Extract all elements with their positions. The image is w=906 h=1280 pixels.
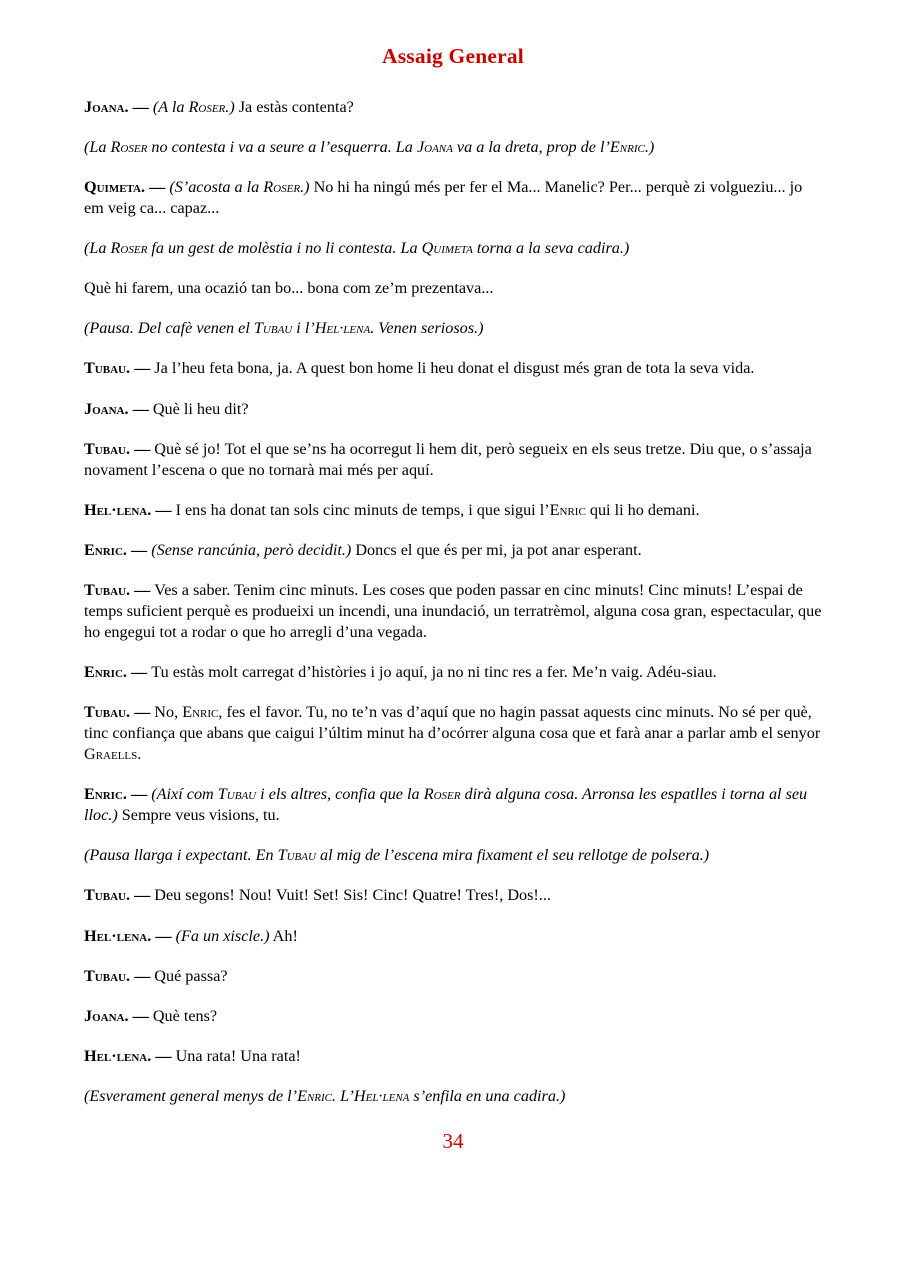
inline-stage-direction: (S’acosta a la Roser.)	[169, 178, 310, 197]
dialogue-line	[84, 580, 822, 643]
dialogue-line	[84, 1046, 822, 1067]
character-name: Enric	[84, 785, 123, 804]
speaker-name: Hel·lena.	[84, 500, 152, 519]
speaker-dash: —	[151, 926, 176, 945]
speaker-dash: —	[128, 98, 153, 116]
speaker-name: Tubau.	[84, 886, 131, 905]
dialogue-line	[84, 177, 822, 219]
stage-direction	[84, 1086, 822, 1107]
stage-direction-text: (Pausa. Del cafè venen el Tubau i l’Hel·lena. Venen seriosos.)	[84, 319, 484, 338]
dialogue-line	[84, 662, 822, 683]
dialogue-text: Doncs el que és per mi, ja pot anar esperant.	[351, 540, 642, 559]
speaker-dash: —	[126, 663, 152, 681]
speaker-name: Joana.	[84, 399, 129, 418]
inline-stage-direction: (A la Roser.)	[152, 98, 235, 116]
character-name: Tubau	[84, 886, 126, 905]
stage-direction	[84, 318, 822, 339]
character-name: Hel·lena	[314, 319, 371, 338]
character-name: Tubau	[84, 580, 126, 599]
dialogue-text: Tu estàs molt carregat d’històries i jo aquí, ja no ni tinc res a fer. Me’n vaig. Adéu-siau.	[151, 663, 717, 681]
dialogue-line	[84, 97, 822, 118]
stage-direction	[84, 137, 822, 158]
speaker-name: Tubau.	[84, 439, 131, 458]
character-name: Graells	[84, 745, 138, 764]
speaker-name: Hel·lena.	[84, 1046, 152, 1065]
character-name: Enric	[84, 540, 123, 559]
dialogue-text: Què hi farem, una ocazió tan bo... bona com ze’m prezentava...	[84, 279, 494, 298]
speaker-name: Joana.	[84, 98, 129, 116]
stage-direction-text: (Esverament general menys de l’Enric. L’Hel·lena s’enfila en una cadira.)	[84, 1086, 566, 1105]
dialogue-text: Què tens?	[152, 1006, 218, 1025]
speaker-dash: —	[130, 703, 155, 722]
dialogue-line	[84, 885, 822, 906]
speaker-dash: —	[126, 785, 152, 804]
stage-direction-text: (La Roser no contesta i va a seure a l’esquerra. La Joana va a la dreta, prop de l’Enric.)	[84, 138, 655, 157]
dialogue-text: Qué passa?	[154, 966, 228, 985]
character-name: Tubau	[253, 319, 293, 338]
character-name: Joana	[84, 399, 125, 418]
dialogue-line	[84, 1006, 822, 1027]
character-name: Joana	[84, 98, 125, 116]
character-name: Enric	[609, 138, 645, 157]
speaker-dash: —	[128, 1006, 153, 1025]
dialogue-line	[84, 702, 822, 765]
speaker-dash: —	[151, 500, 176, 519]
character-name: Roser	[263, 178, 301, 197]
character-name: Hel·lena	[84, 1046, 148, 1065]
stage-direction	[84, 845, 822, 866]
dialogue-text: No hi ha ningú més per fer el Ma... Manelic? Per... perquè zi volgueziu... jo em veig ca... capaz...	[84, 178, 803, 218]
character-name: Quimeta	[421, 239, 473, 258]
character-name: Tubau	[277, 846, 316, 865]
character-name: Hel·lena	[84, 500, 148, 519]
speaker-name: Quimeta.	[84, 178, 146, 197]
dialogue-text: Sempre veus visions, tu.	[117, 806, 280, 825]
character-name: Tubau	[217, 785, 257, 804]
speaker-name: Joana.	[84, 1006, 129, 1025]
speaker-name: Hel·lena.	[84, 926, 152, 945]
dialogue-line	[84, 500, 822, 521]
dialogue-text: Què sé jo! Tot el que se’ns ha ocorregut li hem dit, però segueix en els seus tretze. Diu que, o s’assaja novament l’escena o que no tornarà mai més per aquí.	[84, 439, 812, 479]
character-name: Enric	[182, 703, 219, 722]
dialogue-text: I ens ha donat tan sols cinc minuts de temps, i que sigui l’Enric qui li ho demani.	[175, 500, 700, 519]
inline-stage-direction: (Sense rancúnia, però decidit.)	[151, 540, 352, 559]
character-name: Hel·lena	[353, 1086, 410, 1105]
speaker-name: Tubau.	[84, 580, 131, 599]
dialogue-text: No, Enric, fes el favor. Tu, no te’n vas d’aquí que no hagin passat aquests cinc minuts. No sé per què, tinc confiança que abans que caigui l’últim minut ha d’ocórrer alguna cosa que et farà anar a parlar amb el senyor Graells.	[84, 703, 821, 764]
dialogue-line	[84, 784, 822, 826]
character-name: Tubau	[84, 359, 126, 378]
character-name: Tubau	[84, 439, 126, 458]
character-name: Joana	[416, 138, 453, 157]
character-name: Roser	[110, 239, 148, 258]
dialogue-text: Què li heu dit?	[152, 399, 249, 418]
character-name: Tubau	[84, 966, 126, 985]
dialogue-text: Ja estàs contenta?	[234, 98, 354, 116]
page-title: Assaig General	[382, 44, 524, 68]
dialogue-line	[84, 540, 822, 561]
character-name: Quimeta	[84, 178, 141, 197]
speaker-dash: —	[130, 359, 155, 378]
speaker-dash: —	[130, 580, 155, 599]
stage-direction-text: (La Roser fa un gest de molèstia i no li contesta. La Quimeta torna a la seva cadira.)	[84, 239, 630, 258]
inline-stage-direction: (Fa un xiscle.)	[175, 926, 270, 945]
page-number: 34	[442, 1128, 464, 1153]
dialogue-text: Deu segons! Nou! Vuit! Set! Sis! Cinc! Quatre! Tres!, Dos!...	[154, 886, 551, 905]
dialogue-continuation	[84, 278, 822, 299]
dialogue-line	[84, 439, 822, 481]
speaker-name: Tubau.	[84, 966, 131, 985]
dialogue-line	[84, 966, 822, 987]
speaker-dash: —	[130, 439, 155, 458]
dialogue-text: Una rata! Una rata!	[175, 1046, 301, 1065]
speaker-name: Enric.	[84, 785, 127, 804]
speaker-dash: —	[151, 1046, 176, 1065]
character-name: Tubau	[84, 703, 126, 722]
dialogue-line	[84, 926, 822, 947]
stage-direction-text: (Pausa llarga i expectant. En Tubau al mig de l’escena mira fixament el seu rellotge de polsera.)	[84, 846, 710, 865]
character-name: Enric	[297, 1086, 333, 1105]
speaker-name: Enric.	[84, 540, 127, 559]
speaker-dash: —	[126, 540, 152, 559]
character-name: Hel·lena	[84, 926, 148, 945]
speaker-dash: —	[128, 399, 153, 418]
inline-stage-direction: (Així com Tubau i els altres, confia que la Roser dirà alguna cosa. Arronsa les espatlles i torna al seu lloc.)	[84, 785, 808, 825]
character-name: Roser	[110, 138, 148, 157]
character-name: Roser	[188, 98, 226, 116]
dialogue-line	[84, 399, 822, 420]
speaker-dash: —	[130, 966, 155, 985]
character-name: Roser	[423, 785, 461, 804]
stage-direction	[84, 238, 822, 259]
dialogue-text: Ah!	[269, 926, 298, 945]
speaker-dash: —	[130, 886, 155, 905]
speaker-dash: —	[145, 178, 170, 197]
character-name: Joana	[84, 1006, 125, 1025]
dialogue-line	[84, 358, 822, 379]
character-name: Enric	[549, 500, 586, 519]
speaker-name: Tubau.	[84, 703, 131, 722]
speaker-name: Enric.	[84, 663, 127, 681]
character-name: Enric	[84, 663, 123, 681]
play-script-body	[84, 97, 822, 1107]
speaker-name: Tubau.	[84, 359, 131, 378]
dialogue-text: Ja l’heu feta bona, ja. A quest bon home li heu donat el disgust més gran de tota la seva vida.	[154, 359, 755, 378]
dialogue-text: Ves a saber. Tenim cinc minuts. Les coses que poden passar en cinc minuts! Cinc minuts! L’espai de temps suficient perquè es produeixi un incendi, una inundació, un terratrèmol, alguna cosa gran, espectacular, que ho engegui tot a rodar o que ho arregli d’una vegada.	[84, 580, 822, 641]
